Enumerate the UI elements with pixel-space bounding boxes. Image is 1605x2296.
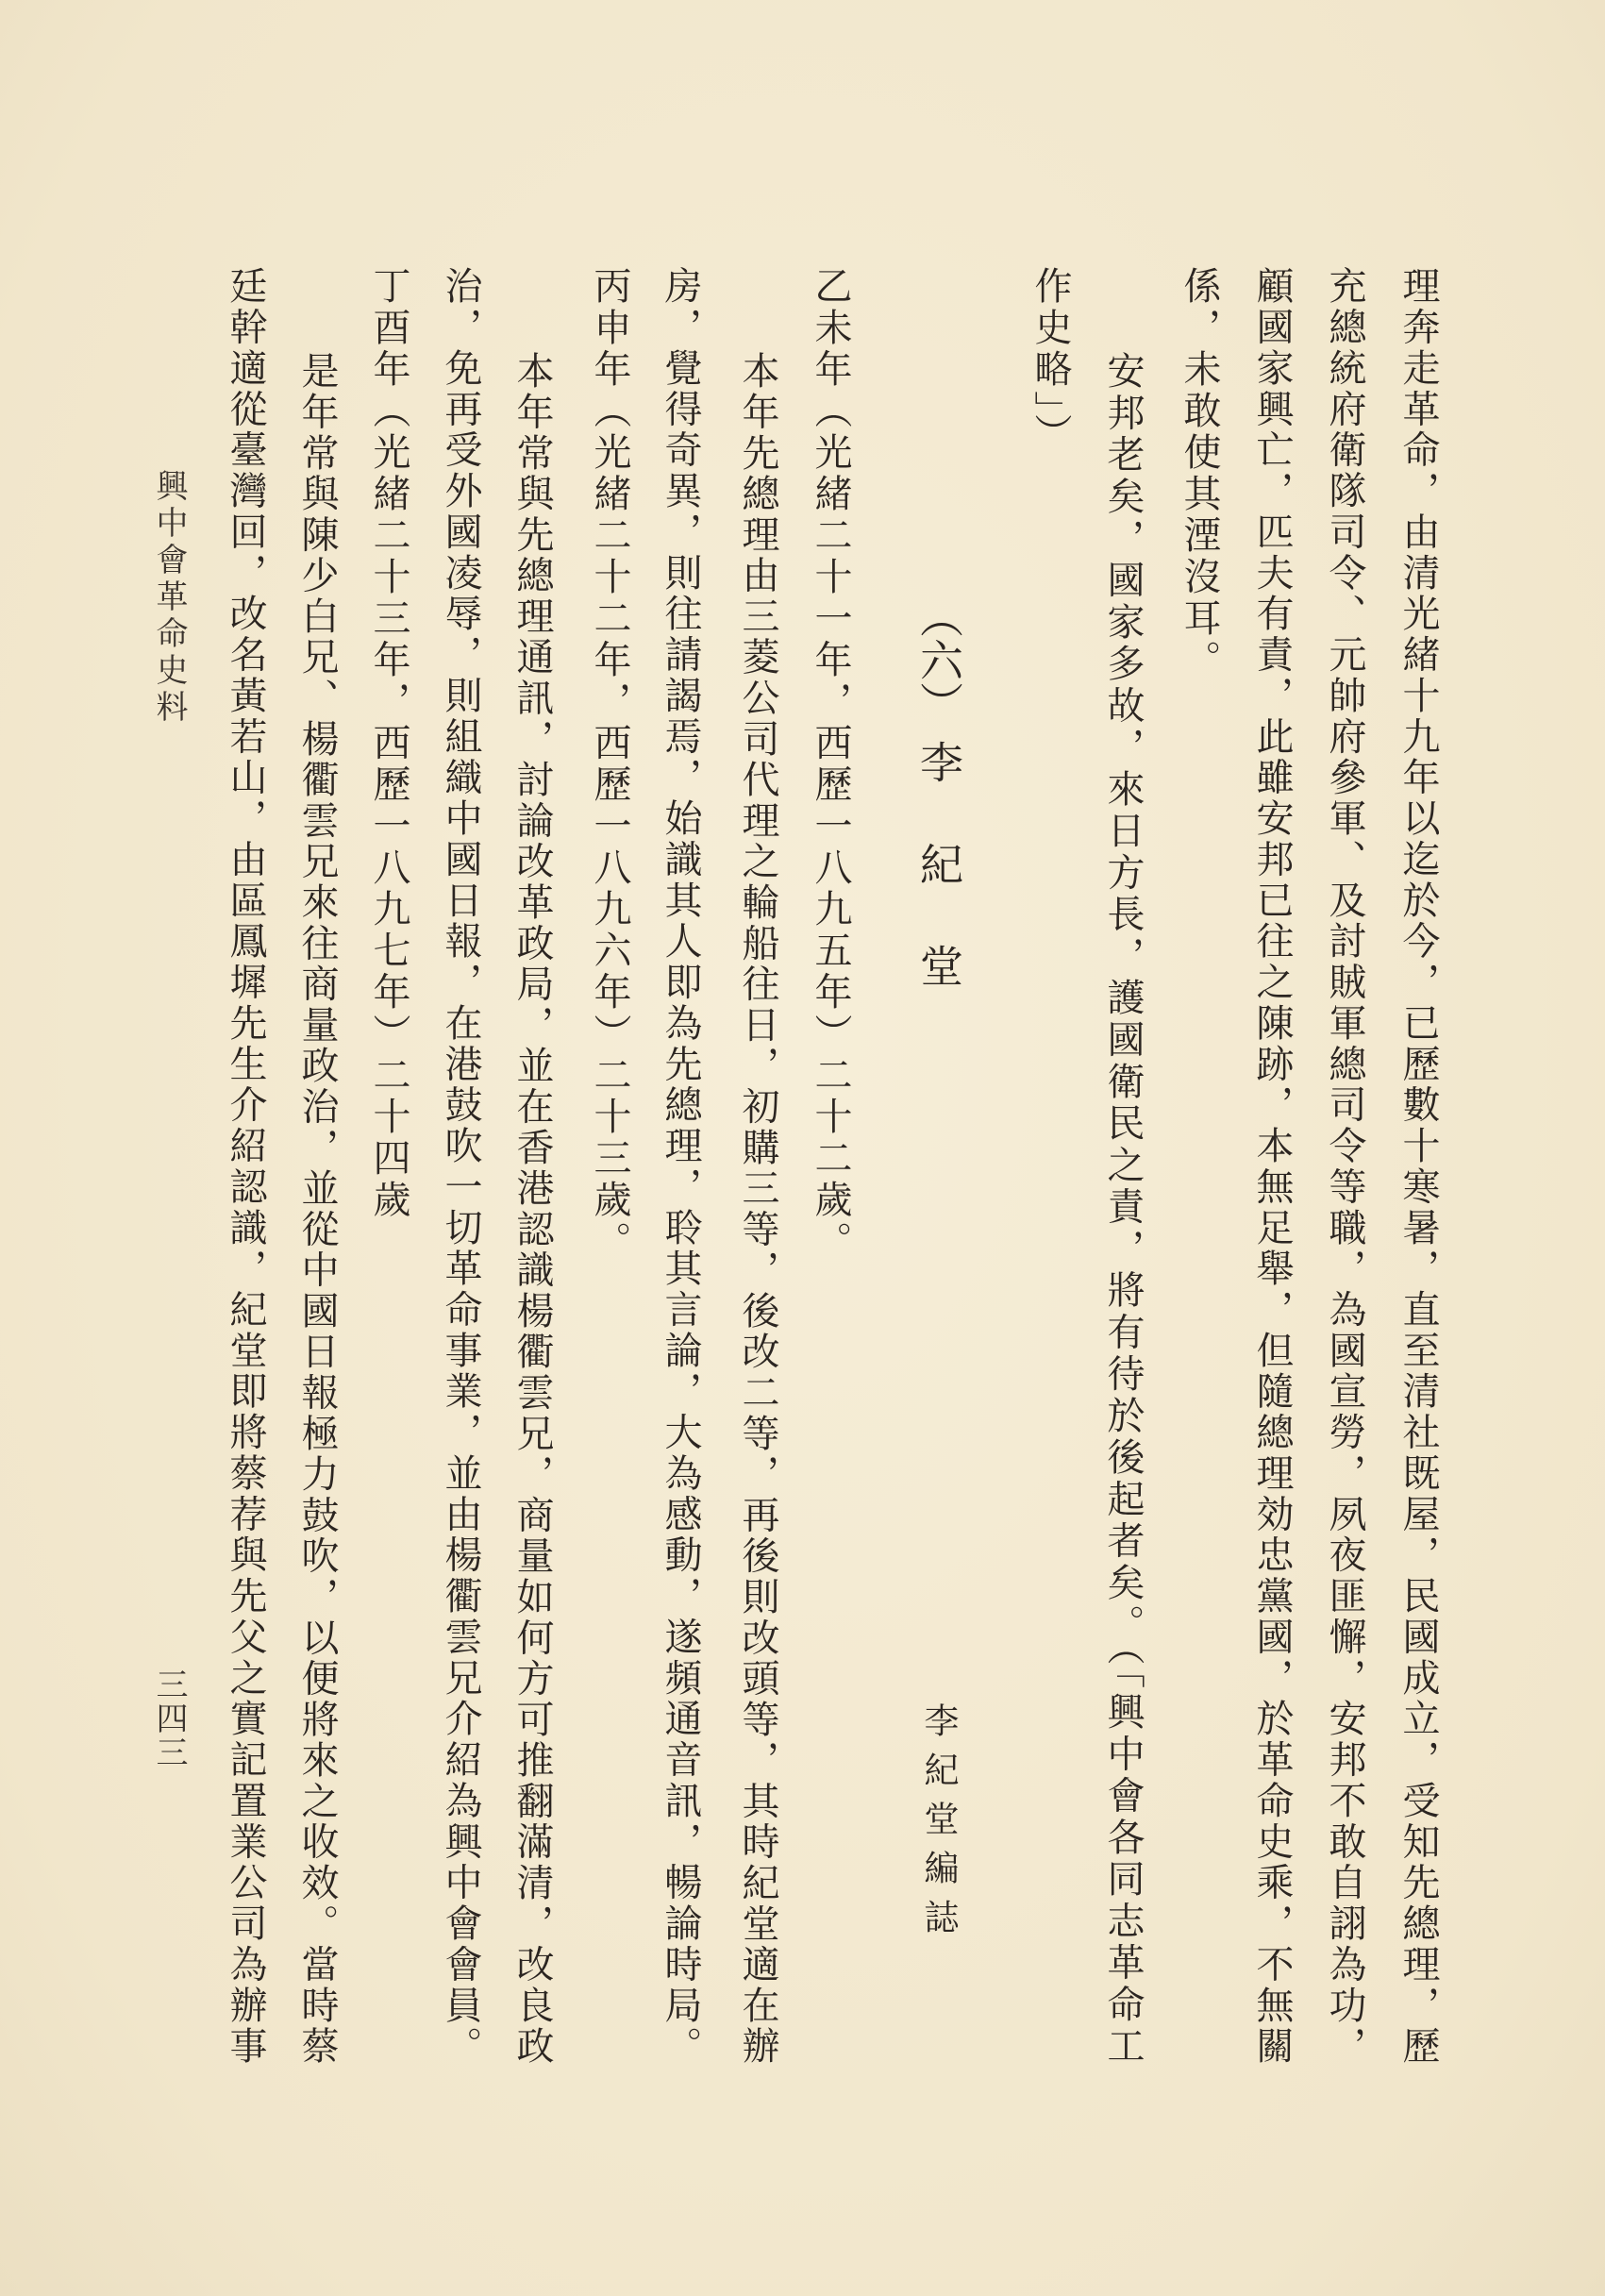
- text-column: 作史略」）: [1028, 266, 1072, 455]
- text-column: 顧國家興亡，匹夫有責，此雖安邦已往之陳跡，本無足舉，但隨總理効忠黨國，於革命史乘，不無關: [1250, 266, 1294, 2064]
- text-column: 房，覺得奇異，則往請謁焉，始識其人即為先總理，聆其言論，大為感動，遂頻通音訊，暢論時局。: [659, 266, 702, 2064]
- text-column: 是年常與陳少白兄、楊衢雲兄來往商量政治，並從中國日報極力鼓吹，以便將來之收效。當時蔡: [295, 351, 339, 2064]
- text-column: 充總統府衛隊司令、元帥府參軍、及討賊軍總司令等職，為國宣勞，夙夜匪懈，安邦不敢自詡為功，: [1323, 266, 1366, 2064]
- text-column: 理奔走革命，由清光緒十九年以迄於今，已歷數十寒暑，直至清社既屋，民國成立，受知先總理，歷: [1396, 266, 1440, 2064]
- section-title: 李紀堂: [913, 740, 964, 1046]
- section-number: （六）: [913, 595, 964, 725]
- text-column: 本年常與先總理通訊，討論改革政局，並在香港認識楊衢雲兄，商量如何方可推翻滿清，改良政: [510, 351, 554, 2064]
- text-column: 係，未敢使其湮沒耳。: [1178, 266, 1221, 681]
- running-footer-title: 興中會革命史料: [150, 469, 188, 727]
- year-heading: 丁酉年（光緒二十三年，西歷一八九七年）二十四歲: [367, 266, 410, 1221]
- text-column: 廷幹適從臺灣回，改名黃若山，由區鳳墀先生介紹認識，紀堂即將蔡荐與先父之實記置業公司為辦事: [224, 266, 267, 2064]
- text-column: 本年先總理由三菱公司代理之輪船往日，初購三等，後改二等，再後則改頭等，其時紀堂適在辦: [736, 351, 779, 2064]
- year-heading: 乙未年（光緒二十一年，西歷一八九五年）二十二歲。: [809, 266, 852, 1263]
- text-column: 治，免再受外國凌辱，則組織中國日報，在港鼓吹一切革命事業，並由楊衢雲兄介紹為興中會會員。: [439, 266, 482, 2064]
- page-number: 三四三: [150, 1668, 188, 1769]
- text-column: 安邦老矣，國家多故，來日方長，護國衛民之責，將有待於後起者矣。（「興中會各同志革命工: [1101, 351, 1145, 2064]
- author-byline: 李紀堂編誌: [918, 1702, 959, 1948]
- year-heading: 丙申年（光緒二十二年，西歷一八九六年）二十三歲。: [588, 266, 631, 1263]
